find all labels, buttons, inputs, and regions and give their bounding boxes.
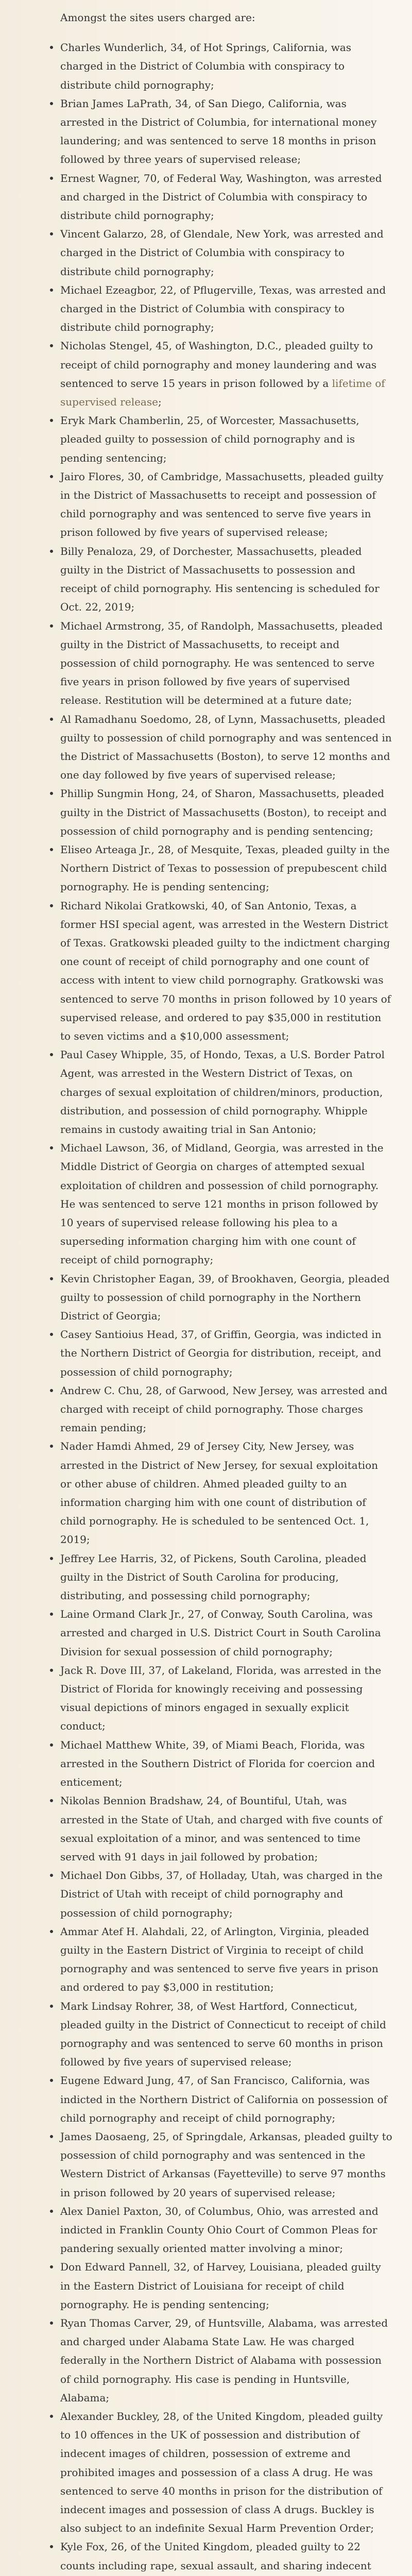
list-item (60, 1269, 392, 1326)
bullet-icon (50, 2210, 53, 2213)
bullet-icon (50, 848, 53, 851)
list-item (60, 1381, 392, 1437)
list-item-text: Nikolas Bennion Bradshaw, 24, of Bountiful, Utah, was arrested in the State of Utah, and charged with five counts of sexual exploitation of a minor, and was sentenced to time served with 91 days in jail followed by probation; (60, 1794, 383, 1863)
list-item-text: Jack R. Dove III, 37, of Lakeland, Florida, was arrested in the District of Florida for knowingly receiving and possessing visual depictions of minors engaged in sexually explicit conduct; (60, 1664, 382, 1733)
bullet-icon (50, 1874, 53, 1877)
list-item-text: Andrew C. Chu, 28, of Garwood, New Jersey, was arrested and charged with receipt of child pornography. Those charges remain pending; (60, 1384, 388, 1434)
list-item (60, 2407, 392, 2537)
list-item (60, 1922, 392, 1997)
list-item (60, 1325, 392, 1381)
list-item (60, 281, 392, 337)
bullet-icon (50, 1146, 53, 1149)
bullet-icon (50, 1930, 53, 1933)
bullet-icon (50, 1277, 53, 1280)
list-item (60, 1045, 392, 1139)
bullet-icon (50, 2265, 53, 2268)
list-item (60, 2202, 392, 2258)
list-item-text: ; (158, 396, 162, 409)
bullet-icon (50, 1799, 53, 1802)
list-item-text: Brian James LaPrath, 34, of San Diego, California, was arrested in the District of Columbia, for international money laundering; and was sentenced to serve 18 months in prison followed by three years of supervised release; (60, 97, 377, 166)
bullet-icon (50, 792, 53, 795)
bullet-icon (50, 232, 53, 235)
bullet-icon (50, 1445, 53, 1448)
list-item (60, 617, 392, 710)
bullet-icon (50, 1557, 53, 1560)
list-item-text: Laine Ormand Clark Jr., 27, of Conway, South Carolina, was arrested and charged in U.S. District Court in South Carolina Division for sexual possession of child pornography; (60, 1608, 381, 1658)
list-item-text: Vincent Galarzo, 28, of Glendale, New York, was arrested and charged in the District of Columbia with conspiracy to distribute child pornography; (60, 228, 384, 278)
list-item (60, 2314, 392, 2407)
list-item (60, 784, 392, 840)
list-item (60, 467, 392, 542)
list-item-text: Ernest Wagner, 70, of Federal Way, Washington, was arrested and charged in the District of Columbia with conspiracy to distribute child pornography; (60, 172, 382, 222)
list-item-text: Mark Lindsay Rohrer, 38, of West Hartford, Connecticut, pleaded guilty in the District of Connecticut to receipt of child pornography and was sentenced to serve 60 months in prison followed by five years of supervised release; (60, 1999, 386, 2069)
list-item-text: Jairo Flores, 30, of Cambridge, Massachusetts, pleaded guilty in the District of Massachusetts to receipt and possession of child pornography and was sentenced to serve five years in prison followed by five years of supervised release; (60, 470, 384, 539)
list-item (60, 336, 392, 411)
list-item (60, 225, 392, 281)
list-item (60, 1791, 392, 1866)
bullet-icon (50, 550, 53, 553)
bullet-icon (50, 1743, 53, 1747)
list-item (60, 710, 392, 785)
bullet-icon (50, 177, 53, 180)
list-item-text: Al Ramadhanu Soedomo, 28, of Lynn, Massachusetts, pleaded guilty to possession of child pornography and was sentenced in the District of Massachusetts (Boston), to serve 12 months and one day followed by five years of supervised release; (60, 713, 392, 782)
list-item-text: Eryk Mark Chamberlin, 25, of Worcester, Massachusetts, pleaded guilty to possession of child pornography and is pending sentencing; (60, 414, 359, 464)
list-item (60, 840, 392, 896)
bullet-icon (50, 2005, 53, 2008)
list-item-text: Michael Matthew White, 39, of Miami Beach, Florida, was arrested in the Southern District of Florida for coercion and enticement; (60, 1738, 375, 1789)
bullet-icon (50, 344, 53, 347)
article-body (60, 8, 392, 2576)
list-item (60, 1866, 392, 1922)
list-item (60, 1437, 392, 1549)
bullet-icon (50, 419, 53, 422)
list-item-text: Paul Casey Whipple, 35, of Hondo, Texas, a U.S. Border Patrol Agent, was arrested in the Western District of Texas, on charges of sexual exploitation of children/minors, production, distribution, and possession of child pornography. Whipple remains in custody awaiting trial in San Antonio; (60, 1048, 385, 1136)
bullet-icon (50, 1613, 53, 1616)
intro-paragraph: Amongst the sites users charged are: (60, 11, 255, 24)
bullet-icon (50, 289, 53, 292)
list-item-text: Charles Wunderlich, 34, of Hot Springs, California, was charged in the District of Columbia with conspiracy to distribute child pornography; (60, 41, 352, 91)
list-item (60, 94, 392, 169)
list-item (60, 169, 392, 225)
bullet-icon (50, 904, 53, 907)
bullet-icon (50, 2545, 53, 2548)
list-item (60, 1997, 392, 2072)
bullet-icon (50, 475, 53, 478)
bullet-icon (50, 2079, 53, 2082)
list-item-text: Kyle Fox, 26, of the United Kingdom, pleaded guilty to 22 counts including rape, sexual assault, and sharing indecent (60, 2540, 371, 2572)
list-item (60, 38, 392, 94)
bullet-icon (50, 2321, 53, 2325)
list-item-text: Kevin Christopher Eagan, 39, of Brookhaven, Georgia, pleaded guilty to possession of child pornography in the Northern District of Georgia; (60, 1272, 390, 1323)
list-item-text: Michael Ezeagbor, 22, of Pflugerville, Texas, was arrested and charged in the District of Columbia with conspiracy to distribute child pornography; (60, 283, 386, 334)
bullet-icon (50, 1053, 53, 1056)
list-item (60, 1605, 392, 1661)
list-item (60, 542, 392, 617)
list-item (60, 1139, 392, 1269)
bullet-icon (50, 718, 53, 721)
bullet-icon (50, 46, 53, 49)
list-item-text: Richard Nikolai Gratkowski, 40, of San Antonio, Texas, a former HSI special agent, was arrested in the Western District of Texas. Gratkowski pleaded guilty to the indictment charging one count of receipt of child pornography and one count of access with intent to view child pornography. Gratkowski was sentenced to serve 70 months in prison followed by 10 years of supervised release, and ordered to pay $35,000 in restitution to seven victims and a $10,000 assessment; (60, 899, 391, 1042)
list-item-text: Casey Santioius Head, 37, of Griffin, Georgia, was indicted in the Northern District of Georgia for distribution, receipt, and possession of child pornography; (60, 1328, 382, 1378)
charged-users-list (60, 38, 392, 2576)
list-item (60, 2537, 392, 2576)
bullet-icon (50, 1389, 53, 1392)
list-item-text: Billy Penaloza, 29, of Dorchester, Massachusetts, pleaded guilty in the District of Massachusetts to possession and receipt of child pornography. His sentencing is scheduled for Oct. 22, 2019; (60, 545, 380, 614)
bullet-icon (50, 1669, 53, 1672)
list-item (60, 1736, 392, 1792)
list-item-text: Alexander Buckley, 28, of the United Kingdom, pleaded guilty to 10 offences in the UK of possession and distribution of indecent images of children, possession of extreme and prohibited images and possession of a class A drug. He was sentenced to serve 40 months in prison for the distribution of indecent images and possession of class A drugs. Buckley is also subject to an indefinite Sexual Harm Prevention Order; (60, 2410, 383, 2535)
list-item-text: Ryan Thomas Carver, 29, of Huntsville, Alabama, was arrested and charged under Alabama State Law. He was charged federally in the Northern District of Alabama with possession of child pornography. His case is pending in Huntsville, Alabama; (60, 2316, 388, 2404)
list-item-text: Eugene Edward Jung, 47, of San Francisco, California, was indicted in the Northern District of California on possession of child pornography and receipt of child pornography; (60, 2074, 387, 2124)
list-item (60, 2071, 392, 2127)
list-item (60, 896, 392, 1046)
bullet-icon (50, 2415, 53, 2418)
list-item (60, 411, 392, 467)
list-item-text: Jeffrey Lee Harris, 32, of Pickens, South Carolina, pleaded guilty in the District of South Carolina for producing, distributing, and possessing child pornography; (60, 1552, 367, 1602)
list-item-text: Michael Lawson, 36, of Midland, Georgia, was arrested in the Middle District of Georgia on charges of attempted sexual exploitation of children and possession of child pornography. He was sentenced to serve 121 months in prison followed by 10 years of supervised release following his plea to a superseding information charging him with one count of receipt of child pornography; (60, 1142, 384, 1266)
list-item (60, 2258, 392, 2314)
list-item-text: Ammar Atef H. Alahdali, 22, of Arlington, Virginia, pleaded guilty in the Eastern District of Virginia to receipt of child pornography and was sentenced to serve five years in prison and ordered to pay $3,000 in restitution; (60, 1925, 379, 1994)
list-item-text: Phillip Sungmin Hong, 24, of Sharon, Massachusetts, pleaded guilty in the District of Massachusetts (Boston), to receipt and possession of child pornography and is pending sentencing; (60, 787, 387, 837)
list-item-text: Nicholas Stengel, 45, of Washington, D.C., pleaded guilty to receipt of child pornography and money laundering and was sentenced to serve 15 years in prison followed by a (60, 340, 377, 389)
list-item-text: Nader Hamdi Ahmed, 29 of Jersey City, New Jersey, was arrested in the District of New Jersey, for sexual exploitation or other abuse of children. Ahmed pleaded guilty to an information charging him with one count of distribution of child pornography. He is scheduled to be sentenced Oct. 1, 2019; (60, 1440, 379, 1546)
list-item-text: Don Edward Pannell, 32, of Harvey, Louisiana, pleaded guilty in the Eastern District of Louisiana for receipt of child pornography. He is pending sentencing; (60, 2261, 381, 2311)
list-item-text: Alex Daniel Paxton, 30, of Columbus, Ohio, was arrested and indicted in Franklin County Ohio Court of Common Pleas for pandering sexually oriented matter involving a minor; (60, 2205, 379, 2255)
list-item-text: Michael Armstrong, 35, of Randolph, Massachusetts, pleaded guilty in the District of Massachusetts, to receipt and possession of child pornography. He was sentenced to serve five years in prison followed by five years of supervised release. Restitution will be determined at a future date; (60, 619, 383, 707)
list-item-text: Michael Don Gibbs, 37, of Holladay, Utah, was charged in the District of Utah with receipt of child pornography and possession of child pornography; (60, 1869, 383, 1919)
list-item (60, 1661, 392, 1736)
bullet-icon (50, 102, 53, 105)
list-item-text: James Daosaeng, 25, of Springdale, Arkansas, pleaded guilty to possession of child pornography and was sentenced in the Western District of Arkansas (Fayetteville) to serve 97 months in prison followed by 20 years of supervised release; (60, 2130, 392, 2199)
supervised-release-link[interactable]: lifetime of supervised release (60, 377, 385, 409)
bullet-icon (50, 624, 53, 628)
list-item (60, 2127, 392, 2202)
bullet-icon (50, 2135, 53, 2138)
list-item-text: Eliseo Arteaga Jr., 28, of Mesquite, Texas, pleaded guilty in the Northern District of Texas to possession of prepubescent child pornography. He is pending sentencing; (60, 843, 390, 893)
list-item (60, 1549, 392, 1605)
bullet-icon (50, 1333, 53, 1336)
